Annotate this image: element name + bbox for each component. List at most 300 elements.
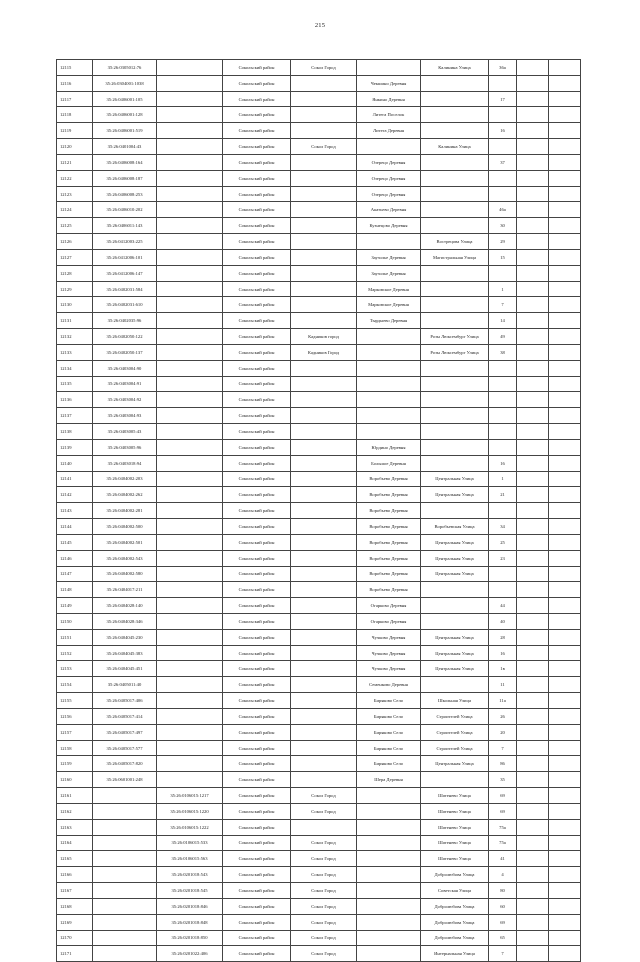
street-cell — [421, 772, 489, 788]
table-row — [57, 519, 581, 535]
city-cell: Кадников Город — [291, 344, 357, 360]
district-cell: Сокольский район — [223, 154, 291, 170]
district-cell: Сокольский район — [223, 281, 291, 297]
city-cell — [291, 455, 357, 471]
row-number-cell: 12141 — [57, 471, 93, 487]
building-cadastral-cell: 35:26:0201022:406 — [157, 946, 223, 962]
table-row — [57, 265, 581, 281]
row-number-cell: 12128 — [57, 265, 93, 281]
street-cell — [421, 455, 489, 471]
table-row — [57, 613, 581, 629]
cadastral-number-cell — [93, 914, 157, 930]
cadastral-number-cell: 35:26:0405017:406 — [93, 693, 157, 709]
cadastral-number-cell: 35:26:0404045:230 — [93, 629, 157, 645]
street-cell — [421, 392, 489, 408]
table-row — [57, 883, 581, 899]
settlement-cell: Юрдино Деревня — [357, 439, 421, 455]
settlement-cell — [357, 234, 421, 250]
house-number-cell — [489, 265, 517, 281]
extra-cell-b — [549, 123, 581, 139]
building-cadastral-cell: 35:26:0201018:543 — [157, 867, 223, 883]
building-cadastral-cell — [157, 234, 223, 250]
street-cell: Строителей Улица — [421, 740, 489, 756]
house-number-cell — [489, 392, 517, 408]
settlement-cell — [357, 914, 421, 930]
row-number-cell: 12120 — [57, 139, 93, 155]
row-number-cell: 12157 — [57, 724, 93, 740]
street-cell — [421, 503, 489, 519]
house-number-cell: 7 — [489, 946, 517, 962]
table-row — [57, 914, 581, 930]
settlement-cell — [357, 898, 421, 914]
district-cell: Сокольский район — [223, 455, 291, 471]
extra-cell-a — [517, 281, 549, 297]
extra-cell-b — [549, 693, 581, 709]
extra-cell-b — [549, 154, 581, 170]
settlement-cell — [357, 376, 421, 392]
building-cadastral-cell — [157, 297, 223, 313]
house-number-cell: 60 — [489, 898, 517, 914]
row-number-cell: 12163 — [57, 819, 93, 835]
table-row — [57, 154, 581, 170]
building-cadastral-cell — [157, 693, 223, 709]
building-cadastral-cell: 35:26:0106015:1220 — [157, 803, 223, 819]
row-number-cell: 12171 — [57, 946, 93, 962]
extra-cell-a — [517, 503, 549, 519]
cadastral-number-cell: 35:26:0305012:76 — [93, 60, 157, 76]
house-number-cell — [489, 424, 517, 440]
extra-cell-a — [517, 186, 549, 202]
settlement-cell — [357, 788, 421, 804]
street-cell: Центральная Улица — [421, 471, 489, 487]
street-cell: Добролюбова Улица — [421, 898, 489, 914]
city-cell — [291, 756, 357, 772]
district-cell: Сокольский район — [223, 598, 291, 614]
table-row — [57, 249, 581, 265]
extra-cell-a — [517, 598, 549, 614]
house-number-cell: 20 — [489, 724, 517, 740]
city-cell: Сокол Город — [291, 851, 357, 867]
extra-cell-a — [517, 550, 549, 566]
extra-cell-b — [549, 487, 581, 503]
street-cell: Магистральная Улица — [421, 249, 489, 265]
row-number-cell: 12148 — [57, 582, 93, 598]
house-number-cell: 17 — [489, 91, 517, 107]
house-number-cell: 1 — [489, 281, 517, 297]
extra-cell-a — [517, 708, 549, 724]
building-cadastral-cell — [157, 123, 223, 139]
city-cell — [291, 123, 357, 139]
street-cell — [421, 582, 489, 598]
city-cell — [291, 693, 357, 709]
table-row — [57, 471, 581, 487]
street-cell — [421, 202, 489, 218]
extra-cell-b — [549, 439, 581, 455]
extra-cell-b — [549, 867, 581, 883]
city-cell: Сокол Город — [291, 946, 357, 962]
extra-cell-b — [549, 582, 581, 598]
table-row — [57, 392, 581, 408]
extra-cell-b — [549, 550, 581, 566]
cadastral-number-cell: 35:26:0412006:147 — [93, 265, 157, 281]
city-cell — [291, 265, 357, 281]
building-cadastral-cell: 35:26:0201018:848 — [157, 914, 223, 930]
street-cell — [421, 598, 489, 614]
cadastral-number-cell: 35:26:0402050:122 — [93, 329, 157, 345]
building-cadastral-cell — [157, 281, 223, 297]
table-row — [57, 313, 581, 329]
city-cell — [291, 645, 357, 661]
table-row — [57, 550, 581, 566]
extra-cell-a — [517, 170, 549, 186]
row-number-cell: 12134 — [57, 360, 93, 376]
extra-cell-b — [549, 424, 581, 440]
extra-cell-b — [549, 756, 581, 772]
cadastral-number-cell: 35:26:0406001:105 — [93, 91, 157, 107]
extra-cell-b — [549, 249, 581, 265]
house-number-cell — [489, 376, 517, 392]
cadastral-number-cell: 35:26:0403005:43 — [93, 424, 157, 440]
settlement-cell — [357, 867, 421, 883]
street-cell — [421, 408, 489, 424]
district-cell: Сокольский район — [223, 550, 291, 566]
cadastral-number-cell — [93, 883, 157, 899]
cadastral-number-cell: 35:26:0412006:101 — [93, 249, 157, 265]
building-cadastral-cell — [157, 598, 223, 614]
cadastral-number-cell: 35:26:0304001:1038 — [93, 75, 157, 91]
street-cell — [421, 186, 489, 202]
extra-cell-b — [549, 75, 581, 91]
row-number-cell: 12131 — [57, 313, 93, 329]
table-row — [57, 582, 581, 598]
building-cadastral-cell — [157, 202, 223, 218]
settlement-cell: Акатьево Деревня — [357, 202, 421, 218]
cadastral-number-cell — [93, 898, 157, 914]
building-cadastral-cell: 35:26:0106015:563 — [157, 851, 223, 867]
street-cell — [421, 107, 489, 123]
district-cell: Сокольский район — [223, 91, 291, 107]
row-number-cell: 12161 — [57, 788, 93, 804]
extra-cell-b — [549, 281, 581, 297]
cadastral-number-cell: 35:26:0405017:414 — [93, 708, 157, 724]
extra-cell-a — [517, 471, 549, 487]
house-number-cell: 80 — [489, 883, 517, 899]
city-cell — [291, 598, 357, 614]
table-row — [57, 629, 581, 645]
settlement-cell: Озерецо Деревня — [357, 170, 421, 186]
street-cell — [421, 360, 489, 376]
house-number-cell: 46а — [489, 202, 517, 218]
cadastral-number-cell: 35:26:0404017:211 — [93, 582, 157, 598]
row-number-cell: 12160 — [57, 772, 93, 788]
building-cadastral-cell — [157, 91, 223, 107]
cadastral-number-cell: 35:26:0402031:584 — [93, 281, 157, 297]
row-number-cell: 12162 — [57, 803, 93, 819]
settlement-cell: Огарково Деревня — [357, 598, 421, 614]
district-cell: Сокольский район — [223, 392, 291, 408]
street-cell — [421, 613, 489, 629]
building-cadastral-cell — [157, 471, 223, 487]
building-cadastral-cell — [157, 708, 223, 724]
building-cadastral-cell — [157, 392, 223, 408]
street-cell: Шатенево Улица — [421, 788, 489, 804]
cadastral-number-cell: 35:26:0601001:248 — [93, 772, 157, 788]
district-cell: Сокольский район — [223, 202, 291, 218]
house-number-cell: 30 — [489, 218, 517, 234]
row-number-cell: 12151 — [57, 629, 93, 645]
street-cell: Центральная Улица — [421, 550, 489, 566]
extra-cell-a — [517, 566, 549, 582]
table-row — [57, 218, 581, 234]
district-cell: Сокольский район — [223, 186, 291, 202]
house-number-cell — [489, 139, 517, 155]
row-number-cell: 12124 — [57, 202, 93, 218]
city-cell — [291, 218, 357, 234]
cadastral-number-cell: 35:26:0403004:90 — [93, 360, 157, 376]
table-row — [57, 329, 581, 345]
building-cadastral-cell — [157, 756, 223, 772]
table-row — [57, 424, 581, 440]
extra-cell-a — [517, 835, 549, 851]
cadastral-number-cell: 35:26:0404045:383 — [93, 645, 157, 661]
settlement-cell: Воробьево Деревня — [357, 534, 421, 550]
street-cell: Добролюбова Улица — [421, 914, 489, 930]
building-cadastral-cell — [157, 534, 223, 550]
district-cell: Сокольский район — [223, 835, 291, 851]
house-number-cell: 21 — [489, 487, 517, 503]
settlement-cell — [357, 60, 421, 76]
building-cadastral-cell — [157, 724, 223, 740]
street-cell: Калинина Улица — [421, 60, 489, 76]
extra-cell-a — [517, 898, 549, 914]
row-number-cell: 12123 — [57, 186, 93, 202]
extra-cell-b — [549, 819, 581, 835]
cadastral-number-cell: 35:26:0404028:346 — [93, 613, 157, 629]
extra-cell-b — [549, 772, 581, 788]
district-cell: Сокольский район — [223, 60, 291, 76]
table-row — [57, 202, 581, 218]
settlement-cell: Литега Деревня — [357, 123, 421, 139]
building-cadastral-cell — [157, 265, 223, 281]
row-number-cell: 12150 — [57, 613, 93, 629]
settlement-cell — [357, 344, 421, 360]
settlement-cell — [357, 819, 421, 835]
extra-cell-a — [517, 344, 549, 360]
house-number-cell — [489, 439, 517, 455]
settlement-cell — [357, 930, 421, 946]
table-row — [57, 835, 581, 851]
extra-cell-b — [549, 170, 581, 186]
row-number-cell: 12119 — [57, 123, 93, 139]
building-cadastral-cell — [157, 60, 223, 76]
house-number-cell: 35 — [489, 772, 517, 788]
row-number-cell: 12116 — [57, 75, 93, 91]
row-number-cell: 12138 — [57, 424, 93, 440]
extra-cell-b — [549, 851, 581, 867]
row-number-cell: 12127 — [57, 249, 93, 265]
extra-cell-a — [517, 519, 549, 535]
settlement-cell: Воробьево Деревня — [357, 519, 421, 535]
district-cell: Сокольский район — [223, 376, 291, 392]
city-cell — [291, 154, 357, 170]
cadastral-number-cell: 35:26:0406001:128 — [93, 107, 157, 123]
settlement-cell: Чекшино Деревня — [357, 75, 421, 91]
table-row — [57, 439, 581, 455]
building-cadastral-cell — [157, 344, 223, 360]
city-cell: Сокол Город — [291, 139, 357, 155]
cadastral-number-cell: 35:26:0404002:281 — [93, 503, 157, 519]
extra-cell-a — [517, 107, 549, 123]
city-cell — [291, 376, 357, 392]
cadastral-number-cell: 35:26:0403005:96 — [93, 439, 157, 455]
registry-table — [56, 59, 581, 962]
building-cadastral-cell: 35:26:0106015:1222 — [157, 819, 223, 835]
street-cell: Строителей Улица — [421, 708, 489, 724]
street-cell — [421, 297, 489, 313]
district-cell: Сокольский район — [223, 249, 291, 265]
extra-cell-b — [549, 613, 581, 629]
table-row — [57, 867, 581, 883]
extra-cell-b — [549, 677, 581, 693]
street-cell — [421, 265, 489, 281]
district-cell: Сокольский район — [223, 408, 291, 424]
house-number-cell: 37 — [489, 154, 517, 170]
building-cadastral-cell — [157, 218, 223, 234]
building-cadastral-cell — [157, 613, 223, 629]
table-row — [57, 139, 581, 155]
street-cell: Центральная Улица — [421, 661, 489, 677]
district-cell: Сокольский район — [223, 471, 291, 487]
table-row — [57, 708, 581, 724]
extra-cell-a — [517, 819, 549, 835]
district-cell: Сокольский район — [223, 487, 291, 503]
settlement-cell — [357, 139, 421, 155]
house-number-cell: 16 — [489, 455, 517, 471]
row-number-cell: 12132 — [57, 329, 93, 345]
table-row — [57, 677, 581, 693]
settlement-cell: Семенково Деревня — [357, 677, 421, 693]
settlement-cell — [357, 408, 421, 424]
extra-cell-a — [517, 392, 549, 408]
building-cadastral-cell: 35:26:0201018:850 — [157, 930, 223, 946]
table-row — [57, 930, 581, 946]
city-cell — [291, 170, 357, 186]
house-number-cell: 25 — [489, 534, 517, 550]
table-row — [57, 598, 581, 614]
row-number-cell: 12133 — [57, 344, 93, 360]
table-row — [57, 281, 581, 297]
row-number-cell: 12136 — [57, 392, 93, 408]
extra-cell-a — [517, 534, 549, 550]
house-number-cell: 26 — [489, 708, 517, 724]
row-number-cell: 12145 — [57, 534, 93, 550]
extra-cell-a — [517, 139, 549, 155]
extra-cell-b — [549, 930, 581, 946]
house-number-cell: 86 — [489, 756, 517, 772]
city-cell — [291, 186, 357, 202]
settlement-cell: Биряково Село — [357, 693, 421, 709]
row-number-cell: 12166 — [57, 867, 93, 883]
district-cell: Сокольский район — [223, 107, 291, 123]
street-cell — [421, 439, 489, 455]
district-cell: Сокольский район — [223, 851, 291, 867]
extra-cell-b — [549, 629, 581, 645]
extra-cell-a — [517, 265, 549, 281]
extra-cell-b — [549, 360, 581, 376]
row-number-cell: 12122 — [57, 170, 93, 186]
district-cell: Сокольский район — [223, 930, 291, 946]
street-cell: Калинина Улица — [421, 139, 489, 155]
district-cell: Сокольский район — [223, 946, 291, 962]
city-cell — [291, 772, 357, 788]
street-cell: Центральная Улица — [421, 629, 489, 645]
settlement-cell — [357, 392, 421, 408]
street-cell: Центральная Улица — [421, 645, 489, 661]
building-cadastral-cell — [157, 455, 223, 471]
cadastral-number-cell — [93, 867, 157, 883]
settlement-cell: Воробьево Деревня — [357, 582, 421, 598]
extra-cell-a — [517, 234, 549, 250]
building-cadastral-cell — [157, 550, 223, 566]
settlement-cell: Биряково Село — [357, 708, 421, 724]
table-row — [57, 91, 581, 107]
table-row — [57, 186, 581, 202]
extra-cell-b — [549, 186, 581, 202]
street-cell: Добролюбова Улица — [421, 867, 489, 883]
extra-cell-a — [517, 487, 549, 503]
table-row — [57, 455, 581, 471]
house-number-cell — [489, 360, 517, 376]
settlement-cell — [357, 851, 421, 867]
house-number-cell: 1в — [489, 661, 517, 677]
district-cell: Сокольский район — [223, 645, 291, 661]
extra-cell-b — [549, 803, 581, 819]
city-cell — [291, 724, 357, 740]
district-cell: Сокольский район — [223, 867, 291, 883]
city-cell — [291, 75, 357, 91]
settlement-cell — [357, 835, 421, 851]
building-cadastral-cell — [157, 740, 223, 756]
building-cadastral-cell — [157, 107, 223, 123]
table-row — [57, 234, 581, 250]
settlement-cell: Биряково Село — [357, 740, 421, 756]
settlement-cell: Марковское Деревня — [357, 297, 421, 313]
street-cell: Добролюбова Улица — [421, 930, 489, 946]
building-cadastral-cell — [157, 139, 223, 155]
table-row — [57, 724, 581, 740]
table-row — [57, 788, 581, 804]
building-cadastral-cell — [157, 170, 223, 186]
extra-cell-a — [517, 582, 549, 598]
district-cell: Сокольский район — [223, 677, 291, 693]
settlement-cell: Кузнецово Деревня — [357, 218, 421, 234]
house-number-cell: 49 — [489, 329, 517, 345]
extra-cell-a — [517, 60, 549, 76]
city-cell — [291, 708, 357, 724]
district-cell: Сокольский район — [223, 313, 291, 329]
building-cadastral-cell — [157, 408, 223, 424]
table-row — [57, 75, 581, 91]
building-cadastral-cell — [157, 566, 223, 582]
city-cell — [291, 249, 357, 265]
settlement-cell: Биряково Село — [357, 756, 421, 772]
extra-cell-b — [549, 788, 581, 804]
district-cell: Сокольский район — [223, 914, 291, 930]
district-cell: Сокольский район — [223, 803, 291, 819]
settlement-cell: Чучково Деревня — [357, 629, 421, 645]
building-cadastral-cell — [157, 582, 223, 598]
city-cell — [291, 487, 357, 503]
